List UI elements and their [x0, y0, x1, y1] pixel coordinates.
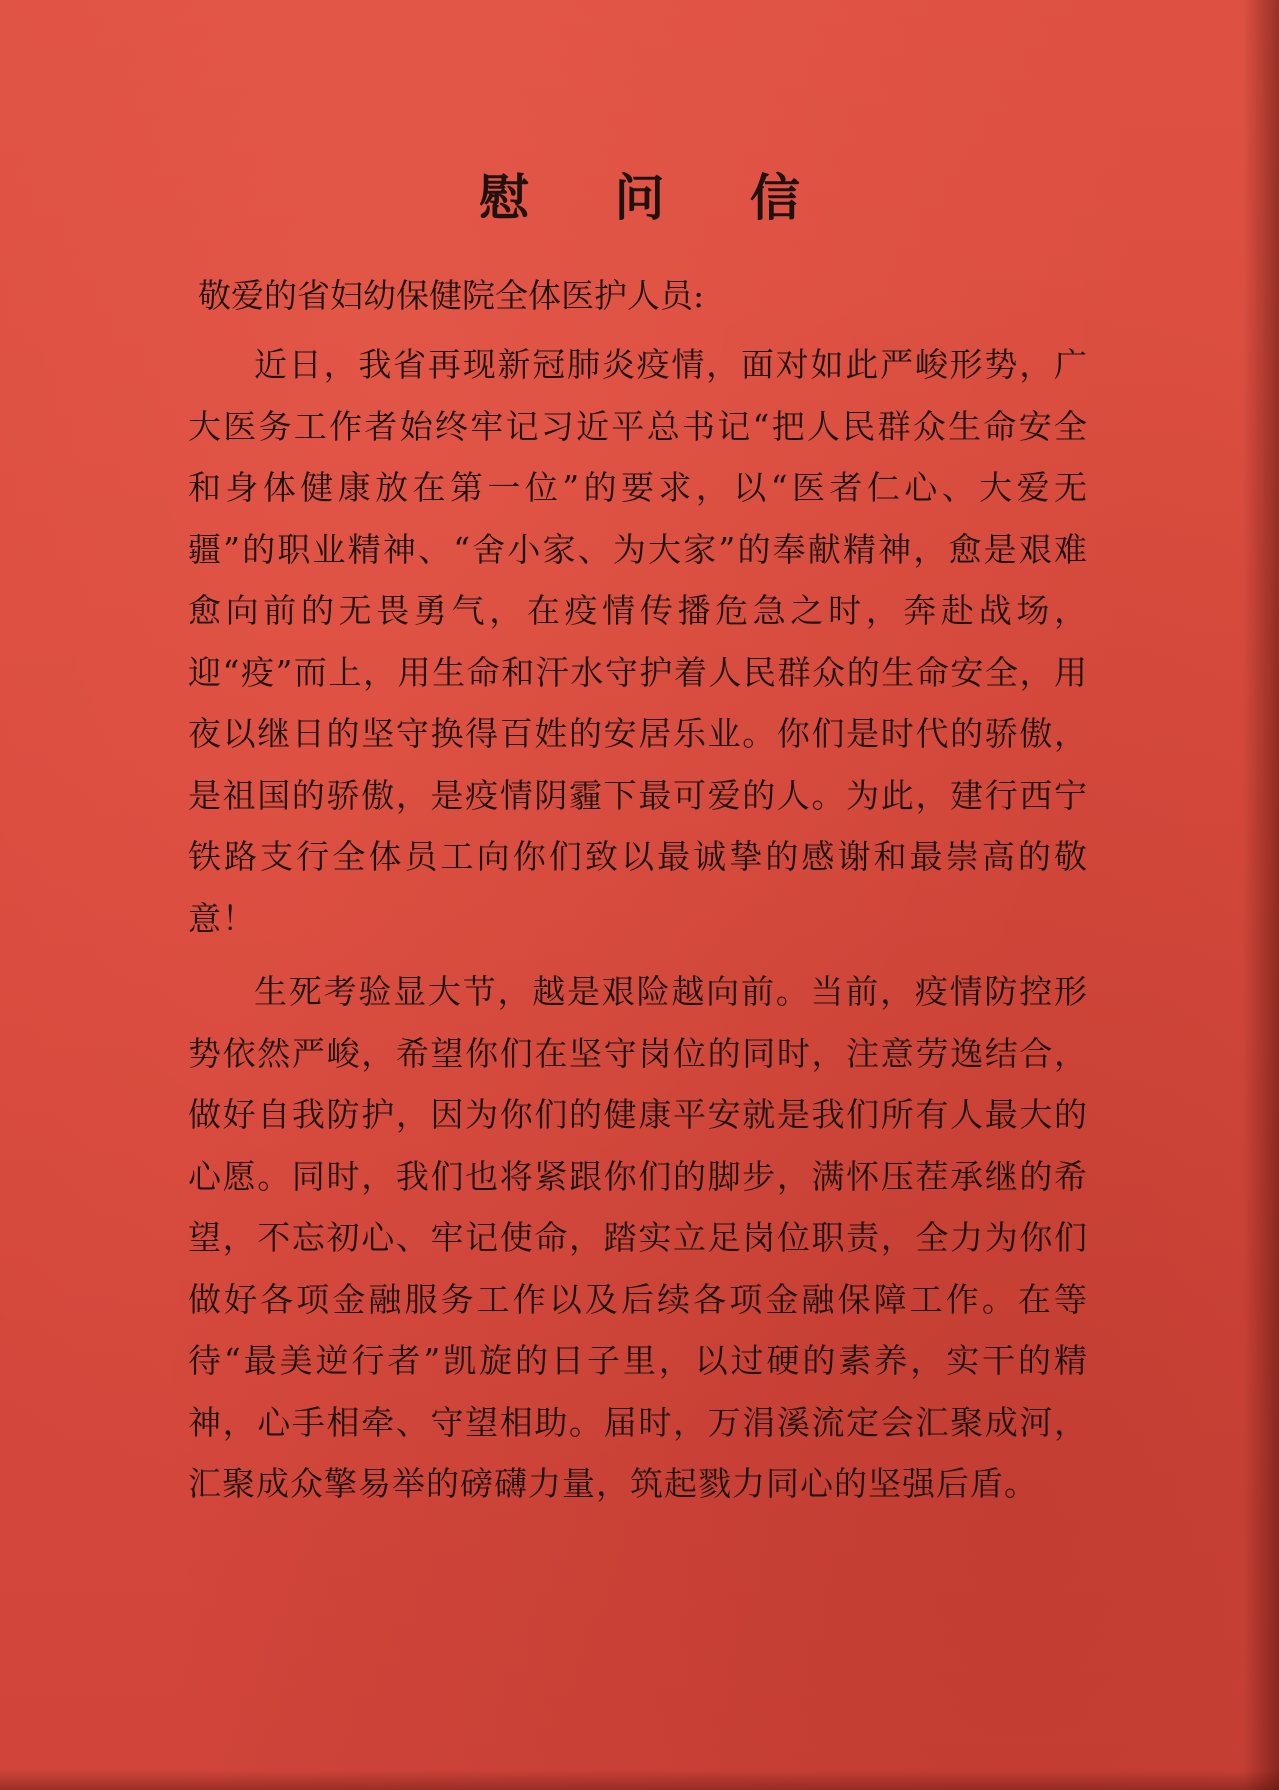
- letter-body: [188, 266, 1088, 1515]
- letter-paragraph-1: 近日，我省再现新冠肺炎疫情，面对如此严峻形势，广大医务工作者始终牢记习近平总书记“把人民群众生命安全和身体健康放在第一位”的要求，以“医者仁心、大爱无疆”的职业精神、“舍小家、为大家”的奉献精神，愈是艰难愈向前的无畏勇气，在疫情传播危急之时，奔赴战场，迎“疫”而上，用生命和汗水守护着人民群众的生命安全，用夜以继日的坚守换得百姓的安居乐业。你们是时代的骄傲，是祖国的骄傲，是疫情阴霾下最可爱的人。为此，建行西宁铁路支行全体员工向你们致以最诚挚的感谢和最崇高的敬意！: [188, 345, 1088, 938]
- letter-title: 慰 问 信: [479, 168, 834, 227]
- page-bottom-shadow: [0, 1770, 1279, 1790]
- letter-salutation: 敬爱的省妇幼保健院全体医护人员:: [198, 276, 705, 315]
- letter-paragraph-2: 生死考验显大节，越是艰险越向前。当前，疫情防控形势依然严峻，希望你们在坚守岗位的同时，注意劳逸结合，做好自我防护，因为你们的健康平安就是我们所有人最大的心愿。同时，我们也将紧跟你们的脚步，满怀压茬承继的希望，不忘初心、牢记使命，踏实立足岗位职责，全力为你们做好各项金融服务工作以及后续各项金融保障工作。在等待“最美逆行者”凯旋的日子里，以过硬的素养，实干的精神，心手相牵、守望相助。届时，万涓溪流定会汇聚成河，汇聚成众擎易举的磅礴力量，筑起戮力同心的坚强后盾。: [188, 972, 1088, 1503]
- page-edge-shadow: [1243, 0, 1279, 1790]
